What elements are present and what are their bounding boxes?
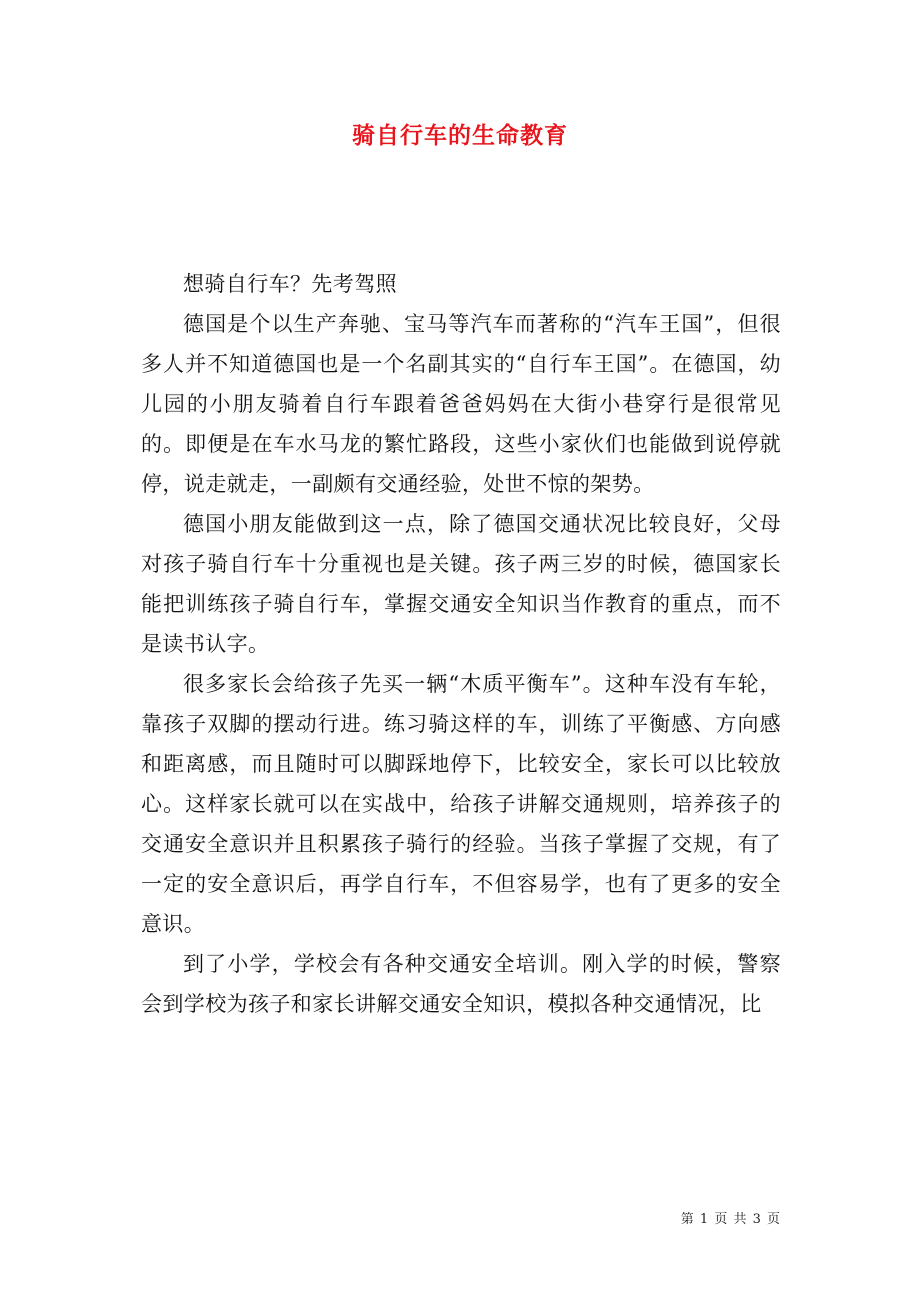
document-title: 骑自行车的生命教育: [352, 122, 568, 149]
page-number: 第 1 页 共 3 页: [680, 1212, 781, 1227]
paragraph-heading: 想骑自行车？先考驾照: [183, 272, 397, 296]
paragraph: 德国小朋友能做到这一点，除了德国交通状况比较良好，父母对孩子骑自行车十分重视也是关键。孩子两三岁的时候，德国家长能把训练孩子骑自行车，掌握交通安全知识当作教育的重点，而不是读书认字。: [141, 512, 781, 656]
paragraph: 德国是个以生产奔驰、宝马等汽车而著称的“汽车王国”，但很多人并不知道德国也是一个名副其实的“自行车王国”。在德国，幼儿园的小朋友骑着自行车跟着爸爸妈妈在大街小巷穿行是很常见的。即便是在车水马龙的繁忙路段，这些小家伙们也能做到说停就停，说走就走，一副颇有交通经验，处世不惊的架势。: [141, 312, 781, 496]
paragraph: 很多家长会给孩子先买一辆“木质平衡车”。这种车没有车轮，靠孩子双脚的摆动行进。练习骑这样的车，训练了平衡感、方向感和距离感，而且随时可以脚踩地停下，比较安全，家长可以比较放心。这样家长就可以在实战中，给孩子讲解交通规则，培养孩子的交通安全意识并且积累孩子骑行的经验。当孩子掌握了交规，有了一定的安全意识后，再学自行车，不但容易学，也有了更多的安全意识。: [141, 672, 781, 936]
document-body: [141, 264, 781, 1024]
paragraph: 到了小学，学校会有各种交通安全培训。刚入学的时候，警察会到学校为孩子和家长讲解交通安全知识，模拟各种交通情况，比: [141, 952, 781, 1016]
